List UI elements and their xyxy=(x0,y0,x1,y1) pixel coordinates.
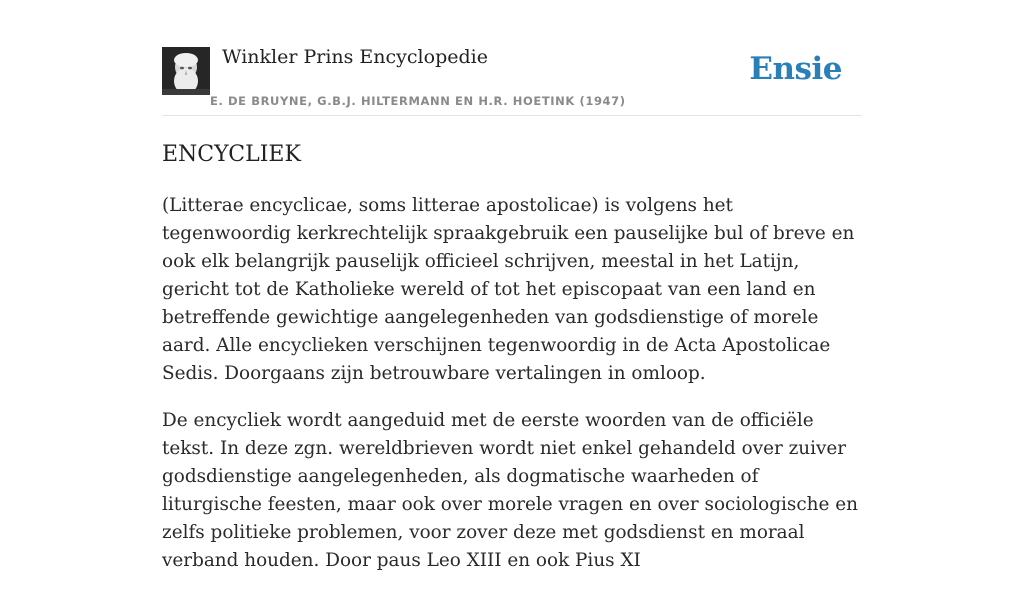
article-paragraph: (Litterae encyclicae, soms litterae apostolicae) is volgens het tegenwoordig kerkrechtelijk spraakgebruik een pauselijke bul of breve en ook elk belangrijk pauselijk officieel schrijven, meestal in het Latijn, gericht tot de Katholieke wereld of tot het episcopaat van een land en betreffende gewichtige aangelegenheden van godsdienstige of morele aard. Alle encyclieken verschijnen tegenwoordig in de Acta Apostolicae Sedis. Doorgaans zijn betrouwbare vertalingen in omloop. xyxy=(162,195,855,384)
header xyxy=(162,0,862,116)
author-portrait-icon[interactable] xyxy=(162,47,210,95)
article-paragraph: De encycliek wordt aangeduid met de eerste woorden van de officiële tekst. In deze zgn. wereldbrieven wordt niet enkel gehandeld over zuiver godsdienstige aangelegenheden, als dogmatische waarheden of liturgische feesten, maar ook over morele vragen en over sociologische en zelfs politieke problemen, voor zover deze met godsdienst en moraal verband houden. Door paus Leo XIII en ook Pius XI xyxy=(162,410,858,571)
article xyxy=(162,138,862,594)
brand-logo[interactable]: Ensie xyxy=(749,51,842,87)
book-authors: E. DE BRUYNE, G.B.J. HILTERMANN EN H.R. HOETINK (1947) xyxy=(210,94,626,108)
article-title: ENCYCLIEK xyxy=(162,142,301,167)
book-title[interactable]: Winkler Prins Encyclopedie xyxy=(222,46,488,68)
